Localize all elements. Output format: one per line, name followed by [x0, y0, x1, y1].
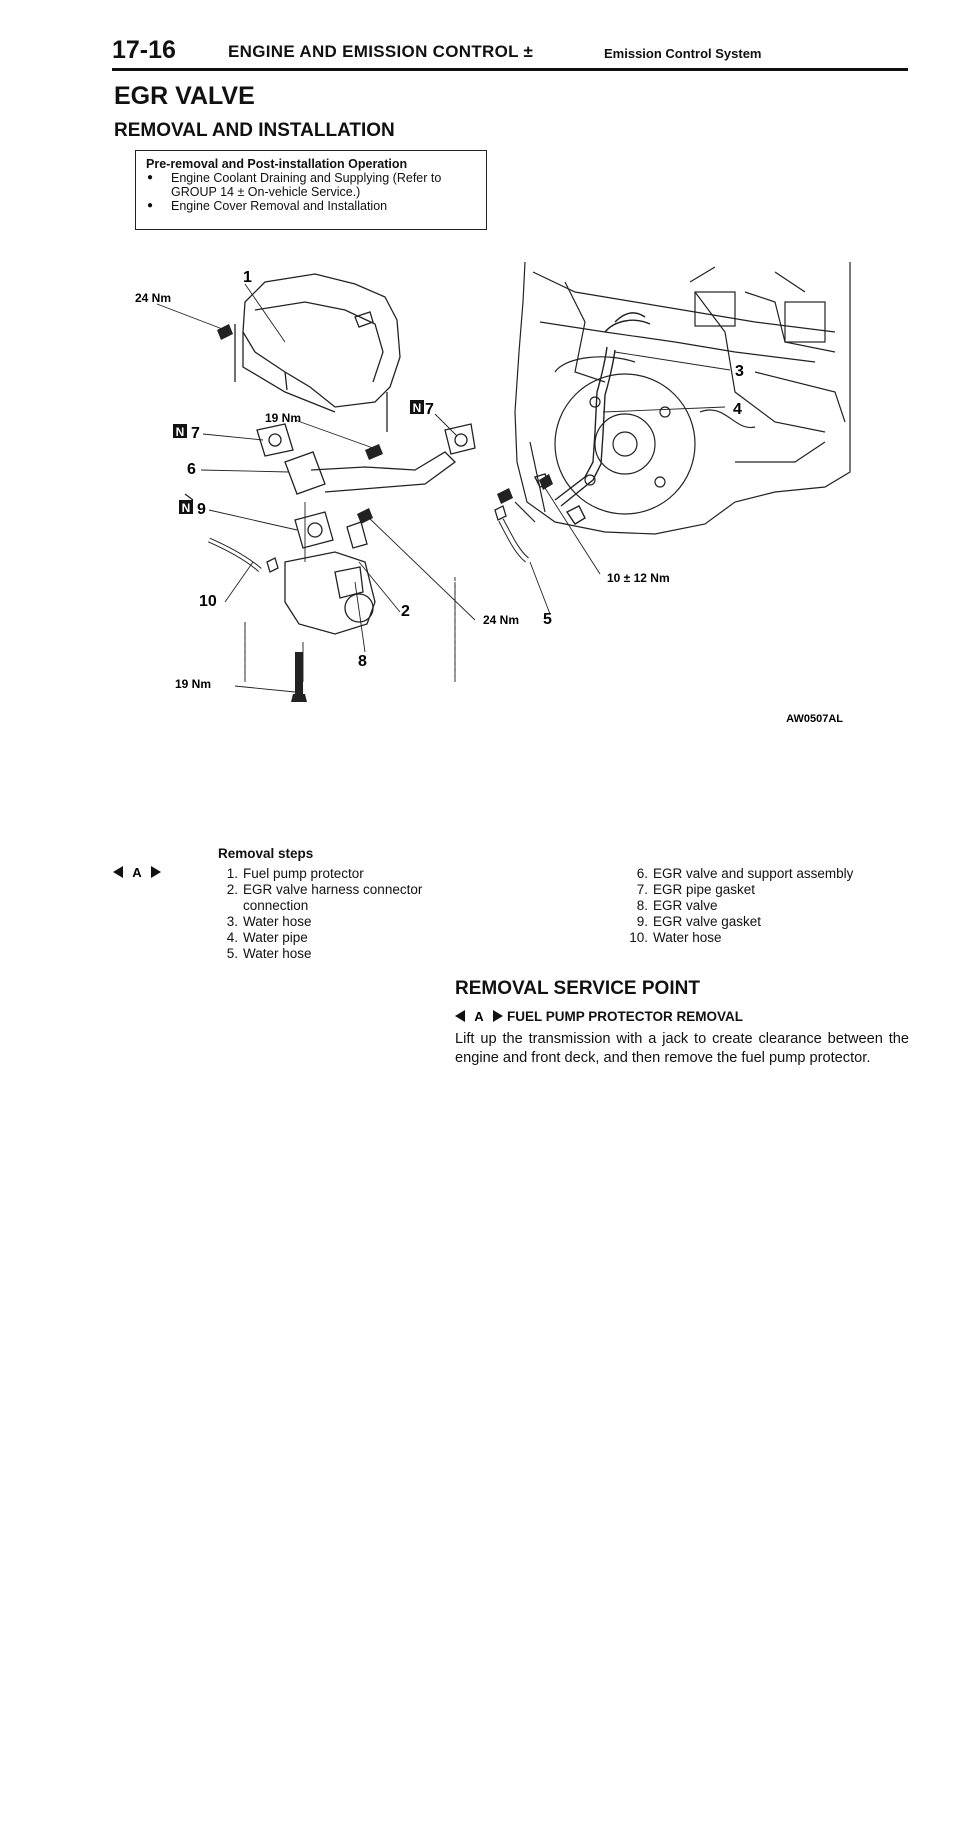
- service-point-text: Lift up the transmission with a jack to create clearance between the engine and front deck, and then remove the fuel pump protector.: [455, 1031, 909, 1066]
- service-point-a-icon: [455, 1008, 503, 1024]
- page-header: [112, 34, 908, 71]
- callout-2: 2: [401, 603, 410, 620]
- removal-steps-right: [628, 866, 928, 946]
- torque-label: 24 Nm: [135, 291, 172, 305]
- torque-label: 10 ± 12 Nm: [607, 571, 670, 585]
- pre-operation-box: [135, 150, 487, 230]
- callout-1: 1: [243, 269, 252, 286]
- page-title: EGR VALVE: [114, 82, 255, 110]
- n-mark-icon: [179, 500, 193, 515]
- list-item: 5. Water hose: [226, 946, 312, 961]
- list-item: 8. EGR valve: [636, 898, 718, 913]
- torque-label: 19 Nm: [265, 411, 302, 425]
- callout-7-right: 7: [425, 401, 434, 418]
- callout-9: 9: [197, 501, 206, 518]
- n-mark-icon: [173, 424, 187, 439]
- torque-label: 19 Nm: [175, 677, 212, 691]
- callout-4: 4: [733, 401, 742, 418]
- callout-6: 6: [187, 461, 196, 478]
- list-item: 10. Water hose: [629, 930, 722, 945]
- pre-operation-title: Pre-removal and Post-installation Operation: [146, 157, 408, 171]
- removal-steps-left: [218, 866, 458, 962]
- callout-7-left: 7: [191, 425, 200, 442]
- callout-5: 5: [543, 611, 552, 628]
- chapter-title: ENGINE AND EMISSION CONTROL ±: [228, 42, 534, 61]
- service-point-a-icon: [113, 864, 161, 880]
- egr-valve-diagram: [135, 262, 855, 807]
- section-title: Emission Control System: [604, 46, 762, 61]
- torque-labels: [135, 291, 670, 691]
- callout-8: 8: [358, 653, 367, 670]
- callout-10: 10: [199, 593, 217, 610]
- egr-pipe-and-valve-drawing: [183, 424, 527, 634]
- pre-operation-item: ● Engine Cover Removal and Installation: [146, 199, 476, 213]
- fuel-pump-protector-drawing: [235, 274, 400, 432]
- list-item: 2. EGR valve harness connector connection: [226, 882, 423, 913]
- callout-3: 3: [735, 363, 744, 380]
- removal-steps-title: Removal steps: [218, 846, 314, 861]
- callout-labels: [187, 269, 744, 670]
- svg-text:A: A: [474, 1009, 484, 1024]
- svg-text:N: N: [175, 425, 185, 439]
- page-number: 17-16: [112, 36, 176, 64]
- svg-text:N: N: [412, 401, 422, 415]
- list-item: 7. EGR pipe gasket: [636, 882, 756, 897]
- water-pipe-drawing: [535, 313, 650, 524]
- svg-text:A: A: [132, 865, 142, 880]
- pre-operation-item: ● Engine Coolant Draining and Supplying (Refer to GROUP 14 ± On-vehicle Service.): [146, 171, 476, 199]
- service-point-subtitle: [455, 1008, 743, 1024]
- service-point-title: REMOVAL SERVICE POINT: [455, 978, 700, 999]
- list-item: 3. Water hose: [226, 914, 312, 929]
- svg-text:N: N: [181, 501, 191, 515]
- bolts: [217, 324, 553, 702]
- torque-label: 24 Nm: [483, 613, 520, 627]
- page-subtitle: REMOVAL AND INSTALLATION: [114, 120, 395, 141]
- n-mark-icon: [410, 400, 424, 415]
- list-item: 9. EGR valve gasket: [636, 914, 762, 929]
- list-item: 1. Fuel pump protector: [226, 866, 364, 881]
- figure-code: AW0507AL: [786, 713, 843, 725]
- list-item: 6. EGR valve and support assembly: [636, 866, 854, 881]
- list-item: 4. Water pipe: [226, 930, 308, 945]
- service-point-subtitle-text: FUEL PUMP PROTECTOR REMOVAL: [507, 1008, 744, 1024]
- engine-block-drawing: [515, 262, 850, 534]
